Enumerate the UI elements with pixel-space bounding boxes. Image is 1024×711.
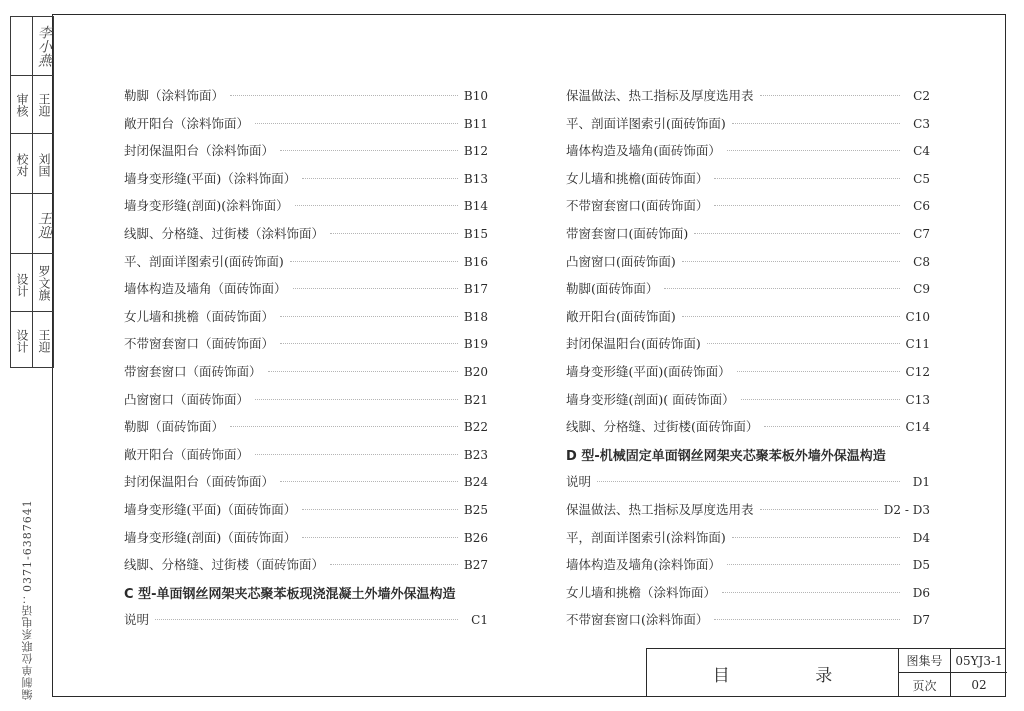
index-entry-title: 墙体构造及墙角（面砖饰面） [124,281,287,297]
index-entry-code: B12 [463,144,488,159]
title-block [646,648,1006,697]
index-entry [124,417,488,445]
index-entry-code: B11 [463,116,488,131]
index-entry-code: C8 [913,254,930,269]
check-label: 校对 [15,153,29,177]
index-entry [124,114,488,142]
index-entry-title: 勒脚（涂料饰面） [124,88,225,103]
dot-leader [707,343,900,344]
index-entry-title: 凸窗窗口（面砖饰面） [124,391,250,407]
index-entry-code: C11 [905,337,930,352]
index-entry-title: 封闭保温阳台（涂料饰面） [124,143,275,159]
index-entry [124,334,488,362]
dot-leader [268,371,458,372]
index-entry [124,307,488,335]
index-entry-title: 线脚、分格缝、过街楼（涂料饰面） [124,225,325,241]
index-entry-code: C1 [471,613,488,628]
dot-leader [230,95,458,96]
dot-leader [280,316,458,317]
index-entry-title: 封闭保温阳台（面砖饰面） [124,474,275,490]
index-entry [566,279,930,307]
index-entry-title: 墙身变形缝(平面)(面砖饰面） [566,363,731,379]
index-entry-title: 线脚、分格缝、过街楼（面砖饰面） [124,557,325,573]
index-entry-title: 平、剖面详图索引(面砖饰面) [566,115,726,131]
index-entry [566,362,930,390]
index-entry [566,334,930,362]
index-entry [124,196,488,224]
index-entry-code: B18 [463,309,488,324]
index-entry-code: B14 [463,199,488,214]
index-entry-title: 说明 [566,474,592,490]
strip-rule [11,133,53,134]
index-entry-title: 女儿墙和挑檐（涂料饰面） [566,584,717,600]
dot-leader [714,178,900,179]
dot-leader [302,178,458,179]
index-entry-title: 墙体构造及墙角(涂料饰面） [566,557,721,573]
dot-leader [293,288,458,289]
index-entry-code: D4 [912,530,930,545]
dot-leader [732,123,900,124]
index-entry-code: D1 [912,475,930,490]
index-entry-title: 女儿墙和挑檐（面砖饰面） [124,308,275,324]
index-entry [566,528,930,556]
index-entry [566,472,930,500]
dot-leader [714,205,900,206]
dot-leader [230,426,458,427]
dot-leader [280,481,458,482]
dot-leader [737,371,900,372]
index-entry-title: 勒脚(面砖饰面） [566,281,659,297]
index-entry [124,528,488,556]
index-entry-code: D6 [912,585,930,600]
design-name: 罗文旗 [37,265,51,301]
dot-leader [330,564,458,565]
dot-leader [722,592,900,593]
page-label: 页次 [899,673,951,697]
index-entry [124,252,488,280]
index-entry-title: 线脚、分格缝、过街楼(面砖饰面） [566,419,759,435]
index-entry [124,610,488,638]
check-signature: 王迎 [36,211,52,239]
index-entry-title: 平、剖面详图索引(面砖饰面) [124,253,284,269]
index-entry-title: C 型-单面钢丝网架夹芯聚苯板现浇混凝土外墙外保温构造 [124,586,456,602]
review-signature: 李小燕 [36,25,52,67]
index-entry-title: 敞开阳台（涂料饰面） [124,115,250,131]
index-entry-code: B23 [463,447,488,462]
index-column-right [566,86,930,638]
index-entry-title: 不带窗套窗口(面砖饰面） [566,198,709,214]
index-entry [124,445,488,473]
dot-leader [714,619,900,620]
index-entry-code: C6 [913,199,930,214]
index-entry-code: D5 [912,558,930,573]
index-entry-title: 敞开阳台（面砖饰面） [124,446,250,462]
index-entry-code: D2 - D3 [883,502,930,517]
index-entry-title: 平，剖面详图索引(涂料饰面) [566,529,726,545]
strip-rule [11,193,53,194]
index-entry-title: 墙身变形缝(剖面)(涂料饰面） [124,198,289,214]
check-name: 刘国 [37,153,51,177]
index-entry-code: B21 [463,392,488,407]
index-entry-title: 墙身变形缝(平面)（面砖饰面） [124,501,297,517]
index-entry [124,279,488,307]
index-entry-title: 不带窗套窗口(涂料饰面） [566,612,709,628]
index-entry-code: B27 [463,558,488,573]
index-entry [124,555,488,583]
index-entry [566,114,930,142]
design-label-2: 设计 [15,329,29,353]
dot-leader [255,399,458,400]
index-entry-code: B20 [463,364,488,379]
index-entry [566,86,930,114]
dot-leader [280,343,458,344]
dot-leader [302,537,458,538]
index-entry-title: 女儿墙和挑檐(面砖饰面） [566,170,709,186]
index-entry-code: B15 [463,226,488,241]
dot-leader [760,509,878,510]
dot-leader [694,233,900,234]
index-entry-title: 勒脚（面砖饰面） [124,419,225,435]
index-entry-title: 带窗套窗口（面砖饰面） [124,363,262,379]
index-entry [566,500,930,528]
dot-leader [727,564,900,565]
design-name-2: 王迎 [37,329,51,353]
index-entry-code: B25 [463,502,488,517]
index-entry [566,417,930,445]
index-section-heading [566,445,930,473]
dot-leader [295,205,458,206]
index-entry-title: 墙身变形缝(剖面)（面砖饰面） [124,529,297,545]
index-entry [566,196,930,224]
index-entry-title: D 型-机械固定单面钢丝网架夹芯聚苯板外墙外保温构造 [566,448,886,464]
index-entry [566,610,930,638]
index-entry-title: 封闭保温阳台(面砖饰面) [566,336,701,352]
index-entry [566,390,930,418]
index-entry-title: 保温做法、热工指标及厚度选用表 [566,501,754,517]
index-entry-code: C12 [905,364,930,379]
index-entry-code: C13 [905,392,930,407]
dot-leader [302,509,458,510]
dot-leader [280,150,458,151]
index-entry-title: 保温做法、热工指标及厚度选用表 [566,88,754,103]
dot-leader [597,481,900,482]
dot-leader [255,454,458,455]
page-title: 目 录 [647,649,899,697]
index-entry [124,224,488,252]
index-entry [566,169,930,197]
index-column-left [124,86,488,638]
dot-leader [290,261,458,262]
dot-leader [760,95,900,96]
review-label: 审核 [15,93,29,117]
index-entry [566,224,930,252]
index-entry-title: 墙身变形缝(平面)（涂料饰面） [124,170,297,186]
index-entry-title: 凸窗窗口(面砖饰面) [566,253,676,269]
dot-leader [741,399,900,400]
dot-leader [255,123,458,124]
dot-leader [732,537,900,538]
index-entry [566,252,930,280]
index-entry-title: 墙身变形缝(剖面)( 面砖饰面） [566,391,735,407]
atlas-label: 图集号 [899,649,951,673]
index-entry [124,472,488,500]
index-entry [124,390,488,418]
dot-leader [330,233,458,234]
index-entry-title: 敞开阳台(面砖饰面) [566,308,676,324]
index-entry-code: C9 [913,282,930,297]
signoff-strip [10,16,54,368]
index-entry-code: B16 [463,254,488,269]
contact-note: 编制单位联系电话：0371-6387641 [21,499,34,700]
index-entry-title: 说明 [124,612,150,628]
dot-leader [727,150,900,151]
index-entry-code: B10 [463,89,488,103]
dot-leader [682,261,900,262]
review-name: 王迎 [37,93,51,117]
index-entry-code: C2 [913,89,930,103]
index-entry-code: C5 [913,171,930,186]
index-entry-title: 带窗套窗口(面砖饰面) [566,225,689,241]
dot-leader [682,316,900,317]
index-entry [566,141,930,169]
index-entry-title: 墙体构造及墙角(面砖饰面） [566,143,721,159]
index-entry [124,86,488,114]
index-entry-code: D7 [912,613,930,628]
index-entry [124,500,488,528]
strip-rule [11,253,53,254]
page-number: 02 [971,678,987,692]
dot-leader [664,288,900,289]
strip-rule [11,75,53,76]
index-entry-code: B17 [463,282,488,297]
index-entry-code: B26 [463,530,488,545]
index-entry [124,141,488,169]
index-entry-code: C7 [913,226,930,241]
index-entry-code: C14 [905,420,930,435]
index-entry-code: C10 [905,309,930,324]
dot-leader [764,426,899,427]
index-section-heading [124,583,488,611]
index-entry [566,583,930,611]
index-entry [124,169,488,197]
strip-rule [11,311,53,312]
design-label: 设计 [15,273,29,297]
index-entry-code: B24 [463,475,488,490]
index-entry-title: 不带窗套窗口（面砖饰面） [124,336,275,352]
index-entry-code: B22 [463,420,488,435]
index-entry [566,307,930,335]
dot-leader [155,619,458,620]
index-entry [566,555,930,583]
index-entry-code: C3 [913,116,930,131]
index-entry [124,362,488,390]
atlas-number: 05YJ3-1 [951,649,1007,673]
index-entry-code: B19 [463,337,488,352]
index-entry-code: C4 [913,144,930,159]
index-entry-code: B13 [463,171,488,186]
